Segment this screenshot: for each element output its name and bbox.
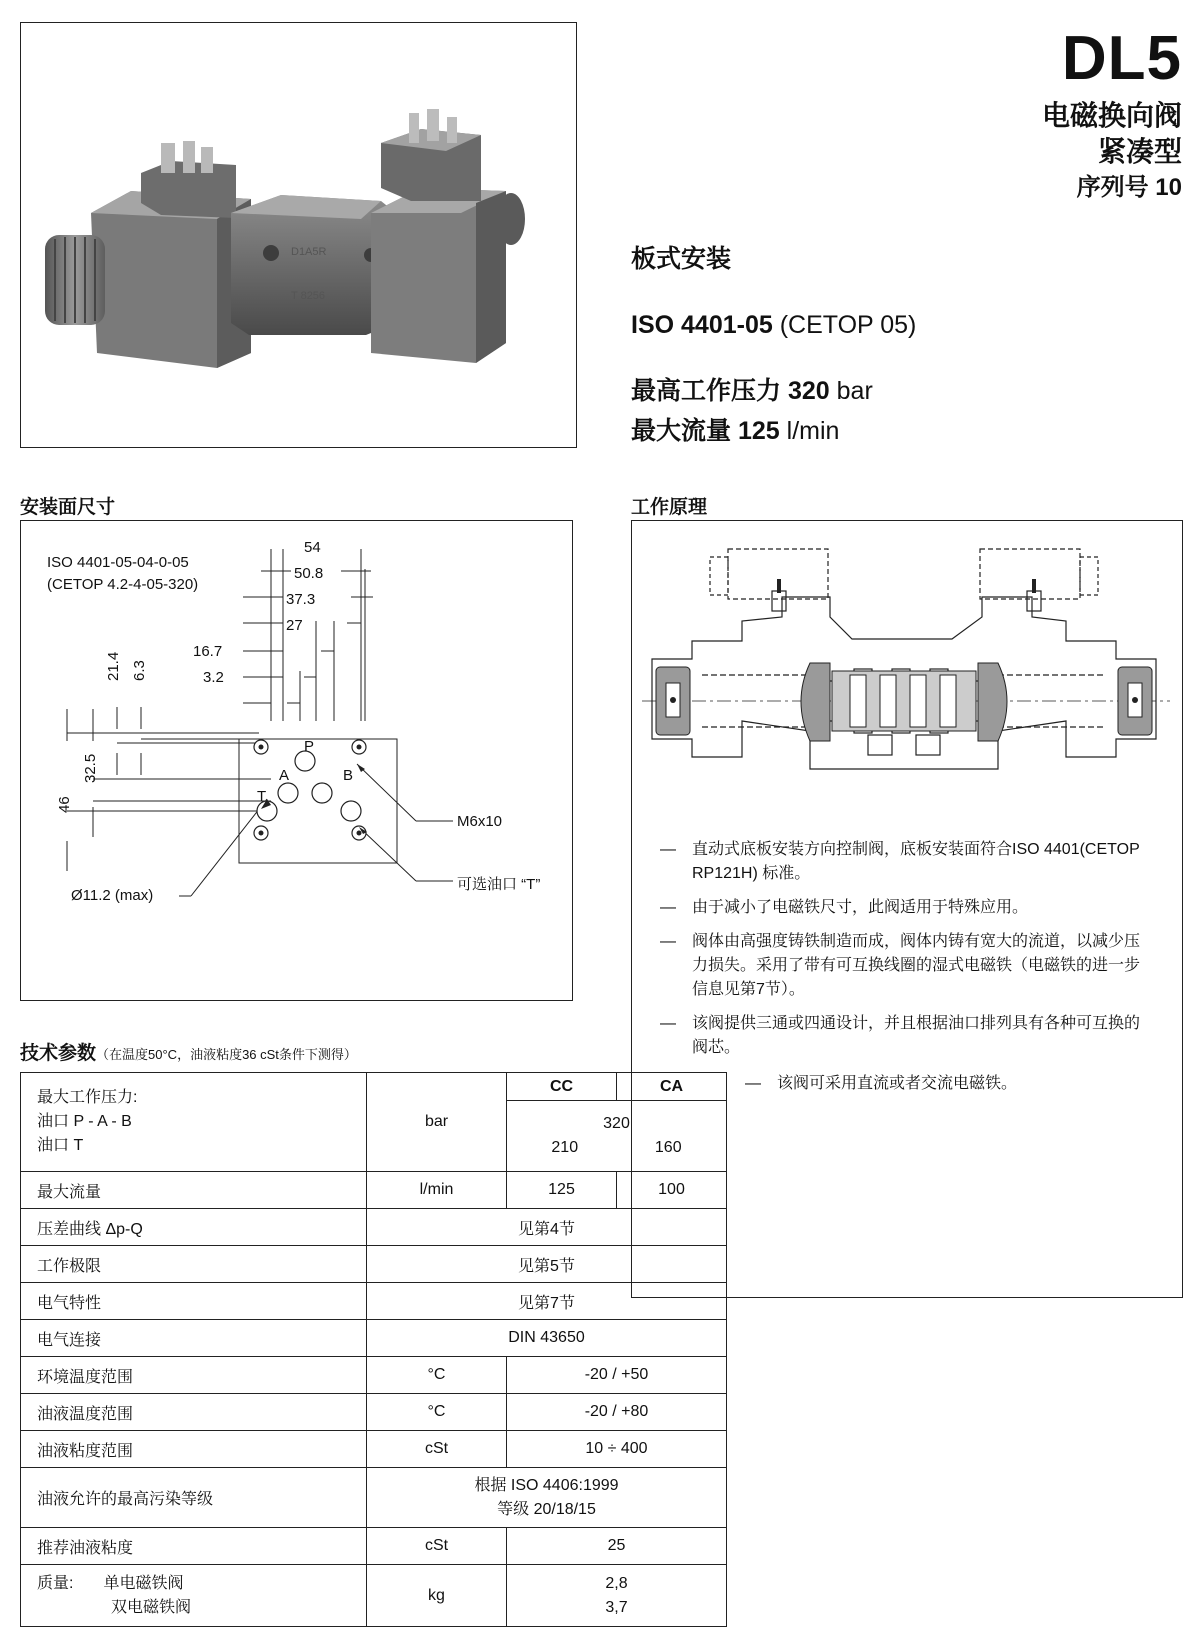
table-row: 质量: 单电磁铁阀 双电磁铁阀 kg 2,8 3,7 xyxy=(21,1565,727,1627)
table-row: 推荐油液粘度 cSt 25 xyxy=(21,1528,727,1565)
dim-16-7: 16.7 xyxy=(193,643,223,660)
svg-text:T 8256: T 8256 xyxy=(291,290,326,302)
dim-3-2: 3.2 xyxy=(203,669,224,686)
max-pressure: 最高工作压力 320 bar xyxy=(631,377,873,405)
table-row: 最大流量 l/min 125 100 xyxy=(21,1172,727,1209)
principle-item-2: — 由于减小了电磁铁尺寸，此阀适用于特殊应用。 xyxy=(660,899,1029,916)
dim-37-3: 37.3 xyxy=(286,591,316,608)
valve-photo-illustration xyxy=(21,23,575,446)
diameter-label: Ø11.2 (max) xyxy=(71,887,154,904)
product-subtype: 紧凑型 xyxy=(1097,136,1182,167)
svg-text:D1A5R: D1A5R xyxy=(291,246,327,258)
dim-6-3: 6.3 xyxy=(131,660,148,681)
principle-item-1: — 直动式底板安装方向控制阀，底板安装面符合ISO 4401(CETOP RP121H) 标准。 xyxy=(660,841,1140,882)
mount-type: 板式安装 xyxy=(631,245,732,273)
table-row: 320 210 160 xyxy=(21,1101,727,1172)
mounting-std-1: ISO 4401-05-04-0-05 xyxy=(47,554,189,571)
dim-21-4: 21.4 xyxy=(105,651,122,681)
table-row: 油液粘度范围 cSt 10 ÷ 400 xyxy=(21,1431,727,1468)
tech-data-table xyxy=(20,1072,727,1627)
table-row: 压差曲线 Δp-Q 见第4节 xyxy=(21,1209,727,1246)
mounting-std-2: (CETOP 4.2-4-05-320) xyxy=(47,576,199,593)
table-row: 工作极限 见第5节 xyxy=(21,1246,727,1283)
tech-title: 技术参数（在温度50°C，油液粘度36 cSt条件下测得） xyxy=(20,1043,357,1064)
product-name: 电磁换向阀 xyxy=(1041,100,1182,131)
port-t-label: T xyxy=(257,788,267,805)
dim-32-5: 32.5 xyxy=(82,753,99,783)
principle-title: 工作原理 xyxy=(631,497,708,518)
port-b-label: B xyxy=(343,767,354,784)
dim-27: 27 xyxy=(286,617,303,634)
port-p-label: P xyxy=(304,738,315,755)
series-number: 10 xyxy=(1155,174,1182,201)
mounting-title: 安装面尺寸 xyxy=(20,497,116,518)
series-label xyxy=(1077,174,1182,202)
max-flow: 最大流量 125 l/min xyxy=(631,417,840,445)
iso-standard: ISO 4401-05 (CETOP 05) xyxy=(631,311,917,339)
table-row: 油液温度范围 °C -20 / +80 xyxy=(21,1394,727,1431)
product-photo xyxy=(20,22,577,448)
table-row: 电气特性 见第7节 xyxy=(21,1283,727,1320)
optional-port-label: 可选油口 “T” xyxy=(457,876,541,893)
col-cc: CC xyxy=(507,1073,617,1101)
dim-50-8: 50.8 xyxy=(294,565,324,582)
section-drawing xyxy=(632,521,1181,841)
principle-item-5: — 该阀可采用直流或者交流电磁铁。 xyxy=(745,1075,1018,1092)
table-row: 油液允许的最高污染等级 根据 ISO 4406:1999 等级 20/18/15 xyxy=(21,1468,727,1528)
dim-54: 54 xyxy=(304,539,321,556)
col-ca: CA xyxy=(617,1073,727,1101)
principle-item-3: — 阀体由高强度铸铁制造而成，阀体内铸有宽大的流道，以减少压力损失。采用了带有可互换线圈的湿式电磁铁（电磁铁的进一步信息见第7节）。 xyxy=(660,933,1141,998)
dim-46: 46 xyxy=(56,796,73,813)
table-row: 最大工作压力: 油口 P - A - B 油口 T bar CC CA xyxy=(21,1073,727,1101)
model-title: DL5 xyxy=(1061,24,1182,93)
series-text: 序列号 xyxy=(1076,174,1149,201)
table-row: 电气连接 DIN 43650 xyxy=(21,1320,727,1357)
mounting-diagram xyxy=(20,520,573,1001)
screw-label: M6x10 xyxy=(457,813,503,830)
principle-item-4: — 该阀提供三通或四通设计，并且根据油口排列具有各种可互换的阀芯。 xyxy=(660,1015,1141,1056)
principle-description xyxy=(660,838,1150,1070)
table-row: 环境温度范围 °C -20 / +50 xyxy=(21,1357,727,1394)
port-a-label: A xyxy=(279,767,290,784)
